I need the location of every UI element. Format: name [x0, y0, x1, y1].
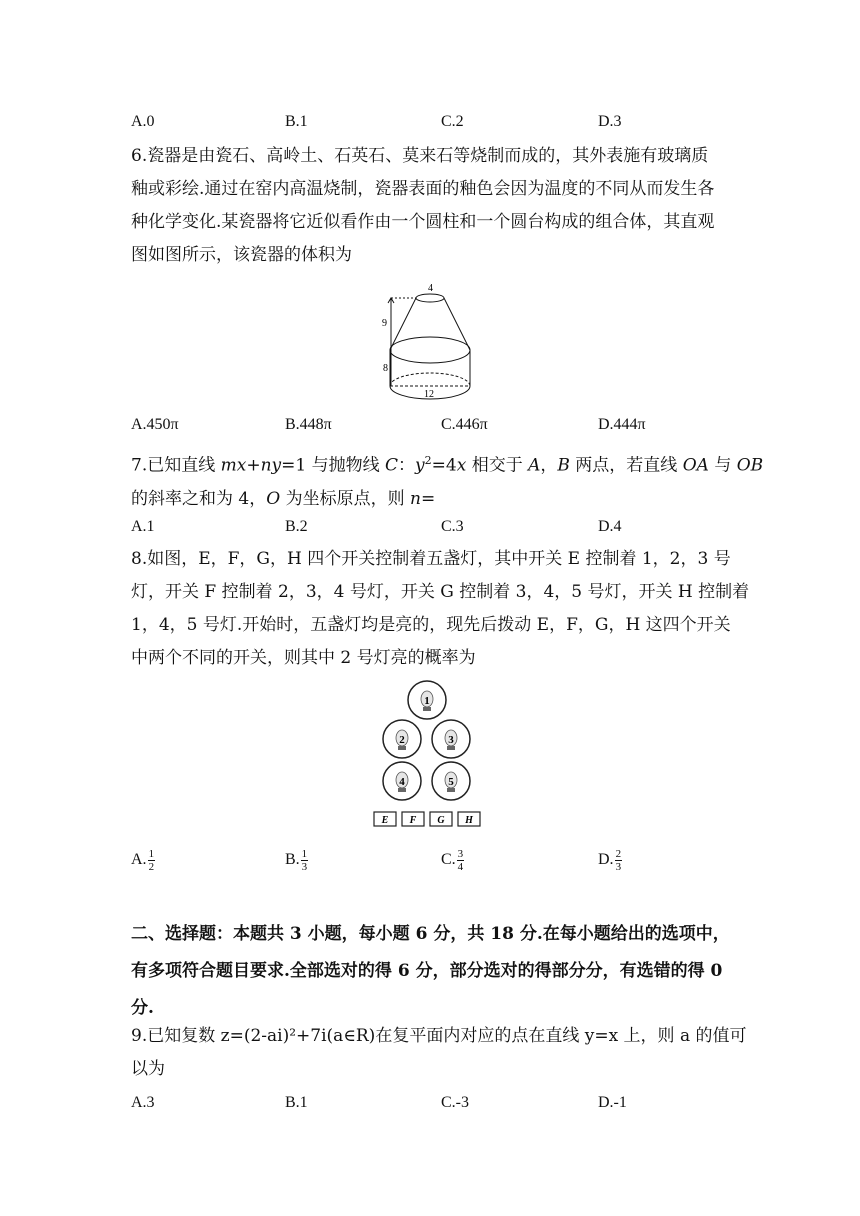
switch-label: G [437, 815, 445, 826]
vase-figure [378, 280, 488, 402]
q9-option-a: A.3 [131, 1094, 155, 1111]
section-2-header [131, 916, 731, 1027]
q6-line-2: 釉或彩绘.通过在窑内高温烧制，瓷器表面的釉色会因为温度的不同从而发生各 [131, 179, 715, 199]
q9-option-c: C.-3 [441, 1094, 469, 1111]
q9-option-d: D.-1 [598, 1094, 627, 1111]
lamp-number: 3 [448, 734, 454, 746]
q8-line-1: 8.如图，E，F，G，H 四个开关控制着五盏灯，其中开关 E 控制着 1，2，3 号 [131, 549, 731, 569]
q7-option-a: A.1 [131, 518, 155, 535]
q9-line-2: 以为 [131, 1059, 165, 1079]
switch-label: F [409, 815, 417, 826]
lamp-number: 1 [424, 695, 430, 707]
q6-option-c: C.446π [441, 416, 488, 433]
q6-line-3: 种化学变化.某瓷器将它近似看作由一个圆柱和一个圆台构成的组合体，其直观 [131, 212, 715, 232]
switch-H [458, 812, 480, 826]
section-2-line-2: 有多项符合题目要求.全部选对的得 6 分，部分选对的得部分分，有选错的得 0 [131, 961, 723, 981]
q6-line-4: 图如图所示，该瓷器的体积为 [131, 245, 352, 265]
q8-option-d: D. $\frac{2}{3}$ [598, 848, 622, 873]
lamp-5 [432, 762, 470, 800]
lamps-figure [370, 678, 490, 830]
q6-option-b: B.448π [285, 416, 332, 433]
question-6 [131, 140, 731, 272]
q7-option-b: B.2 [285, 518, 308, 535]
q5-option-c: C.2 [441, 113, 464, 130]
lamp-number: 2 [399, 734, 405, 746]
q8-line-3: 1，4，5 号灯.开始时，五盏灯均是亮的，现先后拨动 E，F，G，H 这四个开关 [131, 615, 731, 635]
q6-option-d: D.444π [598, 416, 646, 433]
switch-G [430, 812, 452, 826]
label-top-diameter: 4 [428, 283, 433, 294]
q7-line-1: 7.已知直线 mx+ny=1 与抛物线 C：$y^2=4x$ 相交于 A，B 两点，若直线 OA 与 OB [131, 454, 764, 476]
label-frustum-height: 9 [382, 318, 387, 329]
switch-F [402, 812, 424, 826]
question-8 [131, 543, 750, 675]
q8-line-2: 灯，开关 F 控制着 2，3，4 号灯，开关 G 控制着 3，4，5 号灯，开关 H 控制着 [131, 582, 750, 602]
q8-option-a: A. $\frac{1}{2}$ [131, 848, 155, 873]
q5-option-b: B.1 [285, 113, 308, 130]
q5-option-a: A.0 [131, 113, 155, 130]
q8-line-4: 中两个不同的开关，则其中 2 号灯亮的概率为 [131, 648, 476, 668]
q7-line-2: 的斜率之和为 4，O 为坐标原点，则 n= [131, 488, 436, 509]
q7-option-c: C.3 [441, 518, 464, 535]
q9-line-1: 9.已知复数 z=(2-ai)²+7i(a∈R)在复平面内对应的点在直线 y=x 上，则 a 的值可 [131, 1026, 747, 1046]
q9-option-b: B.1 [285, 1094, 308, 1111]
question-9 [131, 1020, 747, 1086]
lamp-1 [408, 681, 446, 719]
q8-option-c: C. $\frac{3}{4}$ [441, 848, 464, 873]
q7-option-d: D.4 [598, 518, 622, 535]
lamp-number: 4 [399, 776, 405, 788]
label-bottom-diameter: 12 [424, 389, 434, 400]
q6-line-1: 6.瓷器是由瓷石、高岭土、石英石、莫来石等烧制而成的，其外表施有玻璃质 [131, 146, 709, 166]
lamp-number: 5 [448, 776, 454, 788]
q5-option-d: D.3 [598, 113, 622, 130]
lamp-3 [432, 720, 470, 758]
q8-option-b: B. $\frac{1}{3}$ [285, 848, 308, 873]
lamp-2 [383, 720, 421, 758]
label-cylinder-height: 8 [383, 363, 388, 374]
section-2-line-1: 二、选择题：本题共 3 小题，每小题 6 分，共 18 分.在每小题给出的选项中， [131, 924, 730, 944]
section-2-line-3: 分. [131, 998, 154, 1018]
switch-E [374, 812, 396, 826]
lamp-4 [383, 762, 421, 800]
q6-option-a: A.450π [131, 416, 179, 433]
question-7 [131, 444, 764, 516]
switch-label: H [465, 815, 473, 826]
switch-label: E [381, 815, 389, 826]
